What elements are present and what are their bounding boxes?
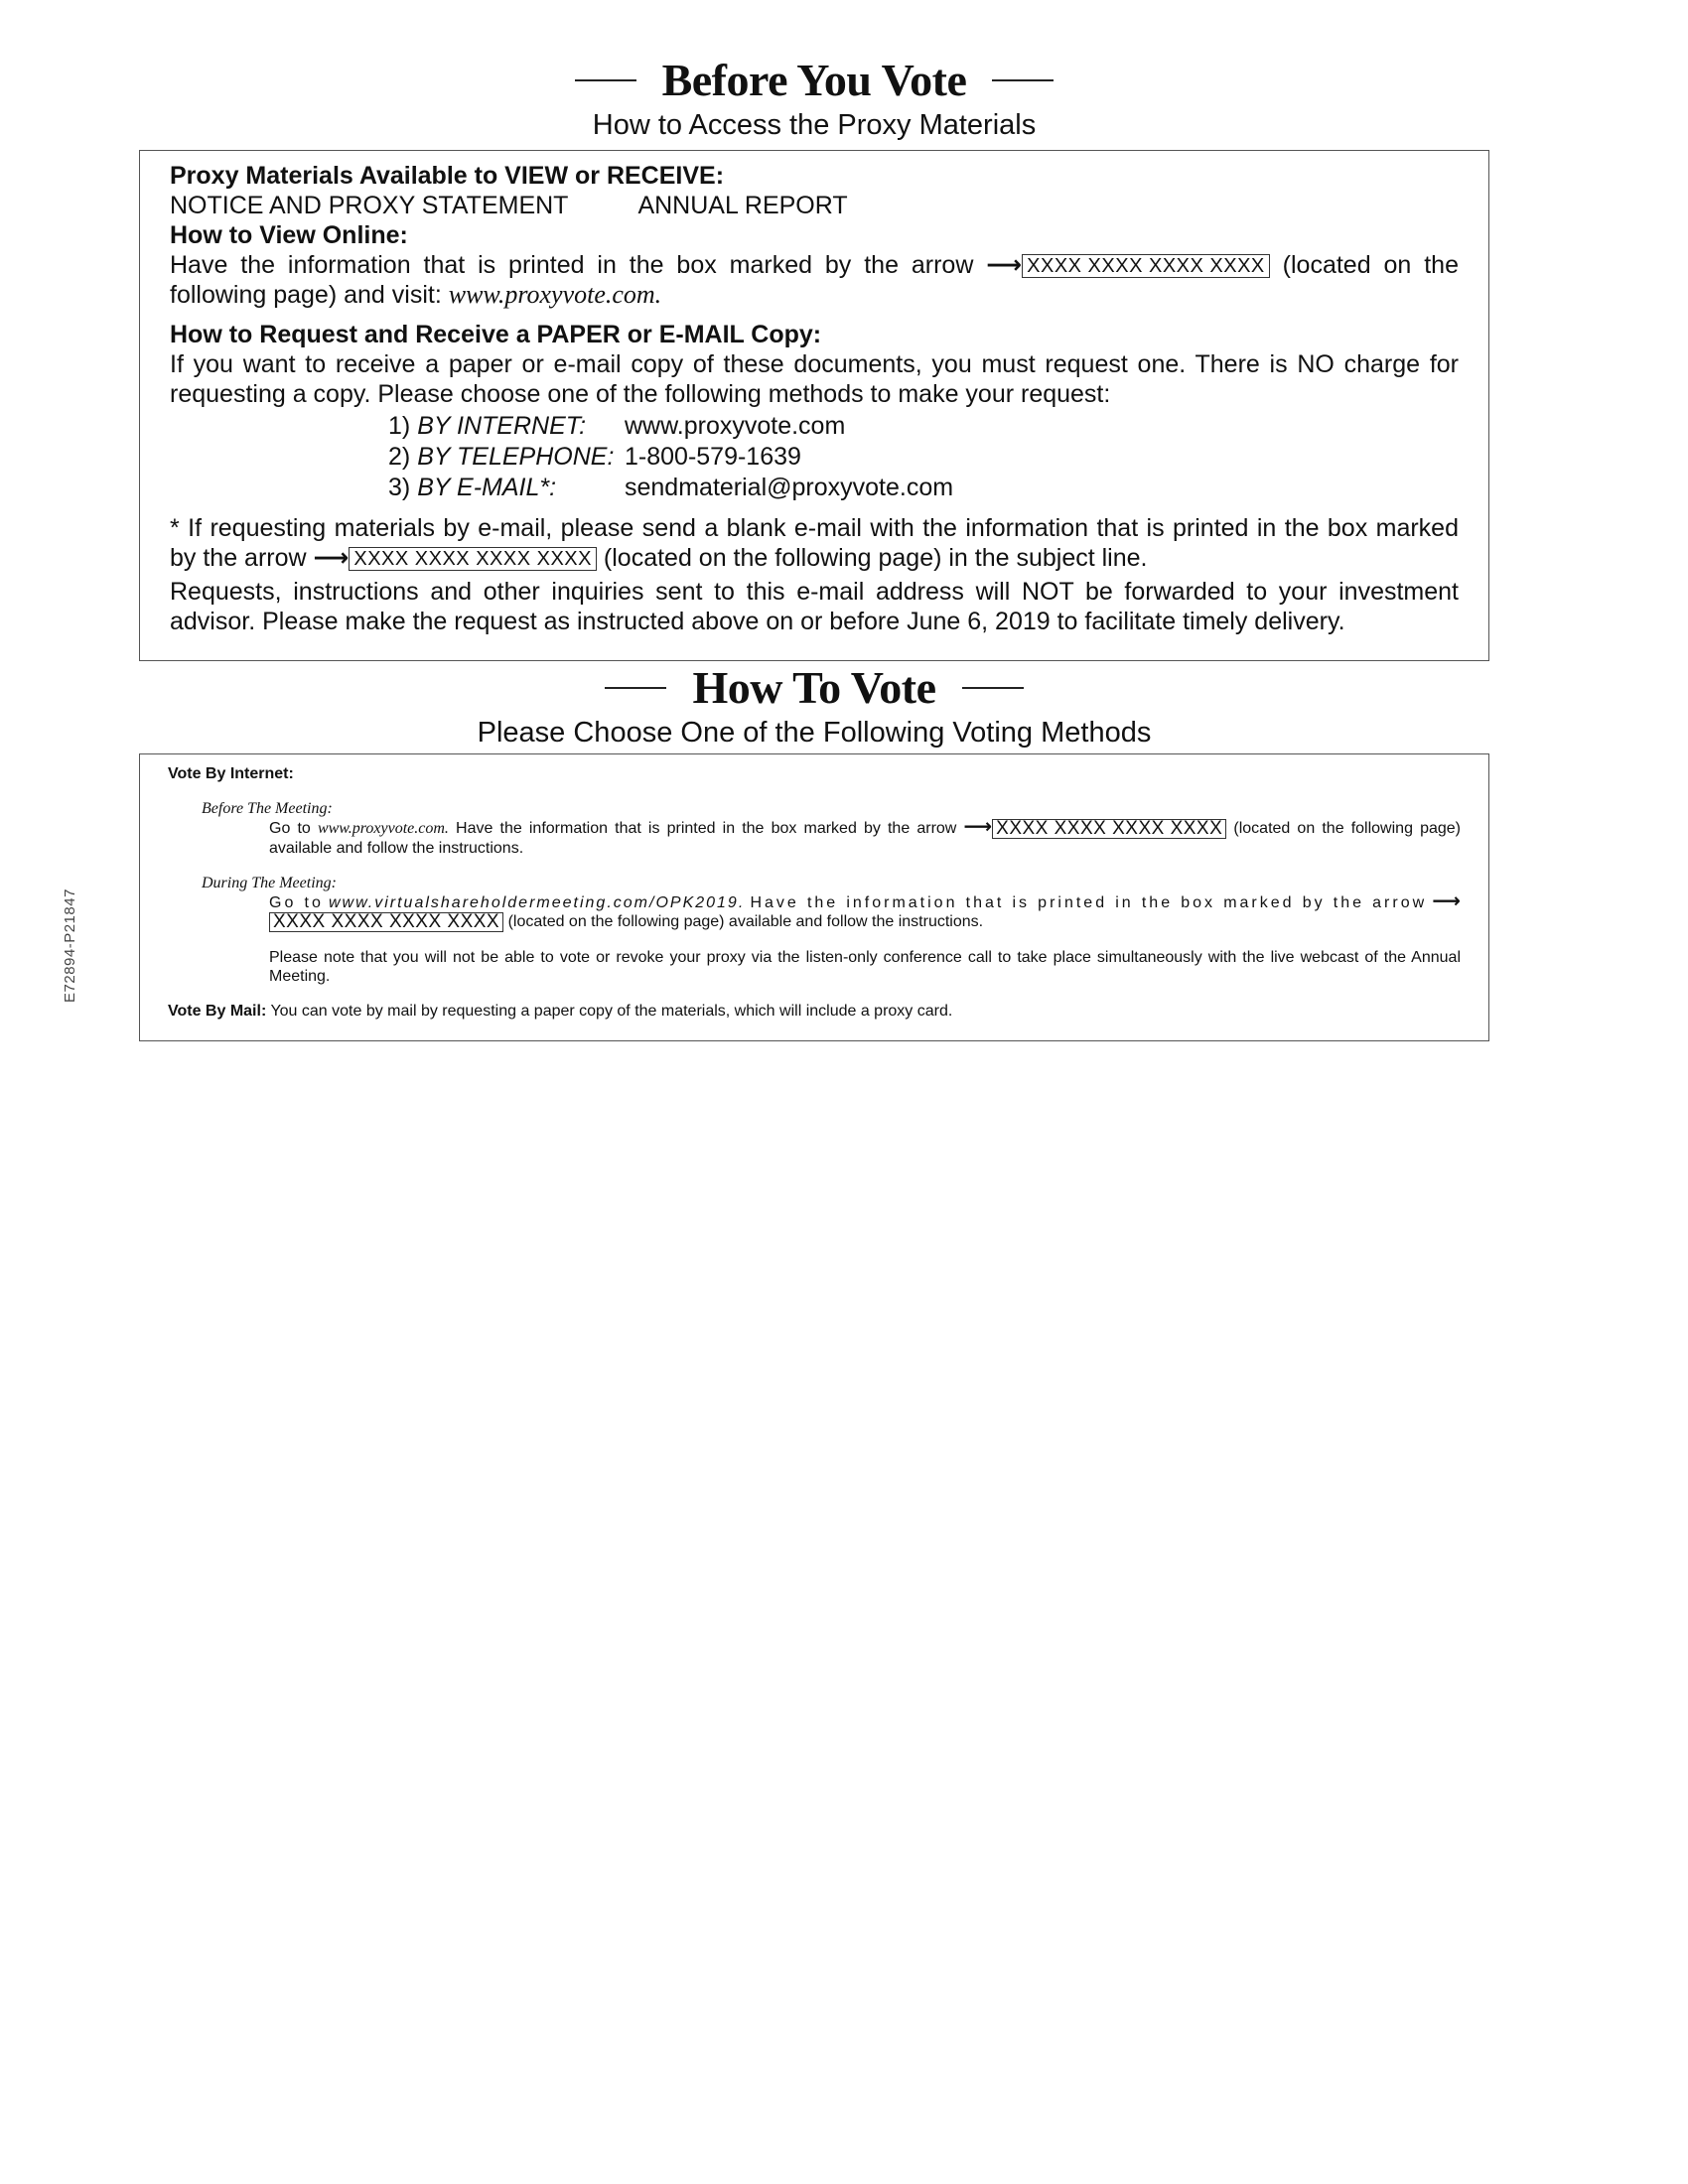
before-meeting-label: Before The Meeting: (202, 800, 333, 817)
method-label: BY TELEPHONE: (417, 443, 615, 471)
vote-internet-heading: Vote By Internet: (168, 765, 294, 782)
before-you-vote-title: Before You Vote (661, 55, 967, 105)
heading-rule-left (575, 79, 636, 81)
material-notice: NOTICE AND PROXY STATEMENT (170, 192, 569, 219)
proxyvote-link[interactable]: www.proxyvote.com. (317, 820, 449, 837)
control-number-box: XXXX XXXX XXXX XXXX (349, 547, 597, 571)
how-to-vote-subtitle: Please Choose One of the Following Voting Methods (477, 717, 1152, 749)
request-heading: How to Request and Receive a PAPER or E-MAIL Copy: (170, 321, 822, 348)
method-num: 1) (388, 412, 411, 440)
view-text-a: Have the information that is printed in the box marked by the arrow (170, 251, 974, 279)
method-label: BY E-MAIL*: (417, 474, 557, 501)
method-email-value[interactable]: sendmaterial@proxyvote.com (625, 474, 954, 501)
material-annual-report: ANNUAL REPORT (637, 192, 848, 219)
during-meeting-label: During The Meeting: (202, 874, 337, 891)
proxy-materials-box (139, 150, 1489, 661)
request-text: If you want to receive a paper or e-mail copy of these documents, you must request one. There is NO charge for requesting a copy. Please choose one of the following methods to make your request: (170, 350, 1459, 408)
heading-rule-right (962, 687, 1024, 689)
method-num: 3) (388, 474, 411, 501)
vote-mail-heading: Vote By Mail: (168, 1002, 267, 1020)
before-meeting-text (269, 818, 1461, 858)
heading-rule-right (992, 79, 1054, 81)
control-number-box: XXXX XXXX XXXX XXXX (269, 912, 503, 932)
before-text-a: Go to (269, 820, 311, 837)
inquiries-text: Requests, instructions and other inquiries sent to this e-mail address will NOT be forwarded to your investment advisor. Please make the request as instructed above on or before June 6, 2019 to facilitate timely delivery. (170, 578, 1459, 635)
email-note-b: (located on the following page) in the subject line. (603, 544, 1148, 572)
before-text-c: (located on the following page) available and follow the instructions. (269, 820, 1462, 857)
materials-heading: Proxy Materials Available to VIEW or RECEIVE: (170, 162, 725, 190)
materials-list (170, 191, 1459, 220)
method-telephone-value[interactable]: 1-800-579-1639 (625, 443, 801, 471)
method-num: 2) (388, 443, 411, 471)
vote-mail-row (168, 1002, 1461, 1021)
control-number-box: XXXX XXXX XXXX XXXX (1022, 254, 1270, 278)
request-methods (388, 411, 1459, 503)
arrow-icon: ⟶ (986, 251, 1023, 279)
view-url-link[interactable]: www.proxyvote.com. (448, 280, 662, 309)
during-meeting-text (269, 889, 1461, 932)
method-label: BY INTERNET: (417, 412, 587, 440)
before-you-vote-subtitle: How to Access the Proxy Materials (592, 109, 1037, 141)
during-text-b: Have the information that is printed in the box marked by the arrow (750, 893, 1428, 911)
webcast-note: Please note that you will not be able to vote or revoke your proxy via the listen-only conference call to take place simultaneously with the live webcast of the Annual Meeting. (269, 948, 1461, 985)
voting-methods-box (139, 753, 1489, 1041)
how-to-vote-title: How To Vote (692, 662, 936, 713)
before-you-vote-header (139, 55, 1489, 142)
method-email (388, 473, 1459, 503)
view-text-b: (located on the following page) and visit: (170, 251, 1459, 309)
method-internet (388, 411, 1459, 442)
before-text-b: Have the information that is printed in the box marked by the arrow (456, 820, 957, 837)
virtual-meeting-link[interactable]: www.virtualshareholdermeeting.com/OPK2019. (329, 893, 746, 911)
arrow-icon: ⟶ (313, 544, 350, 572)
method-internet-value[interactable]: www.proxyvote.com (625, 412, 846, 440)
control-number-box: XXXX XXXX XXXX XXXX (992, 819, 1226, 839)
during-text-a: Go to (269, 893, 324, 911)
heading-rule-left (605, 687, 666, 689)
document-code: E72894-P21847 (62, 888, 78, 1003)
during-text-c: (located on the following page) available and follow the instructions. (507, 913, 984, 930)
view-online-heading: How to View Online: (170, 221, 408, 249)
method-telephone (388, 442, 1459, 473)
arrow-icon: ⟶ (1432, 889, 1461, 912)
email-note (170, 513, 1459, 573)
arrow-icon: ⟶ (963, 816, 993, 838)
email-note-a: * If requesting materials by e-mail, please send a blank e-mail with the information that is printed in the box marked by the arrow (170, 514, 1459, 572)
how-to-vote-header (139, 662, 1489, 750)
view-online-text (170, 250, 1459, 310)
vote-mail-text: You can vote by mail by requesting a paper copy of the materials, which will include a proxy card. (270, 1002, 953, 1020)
